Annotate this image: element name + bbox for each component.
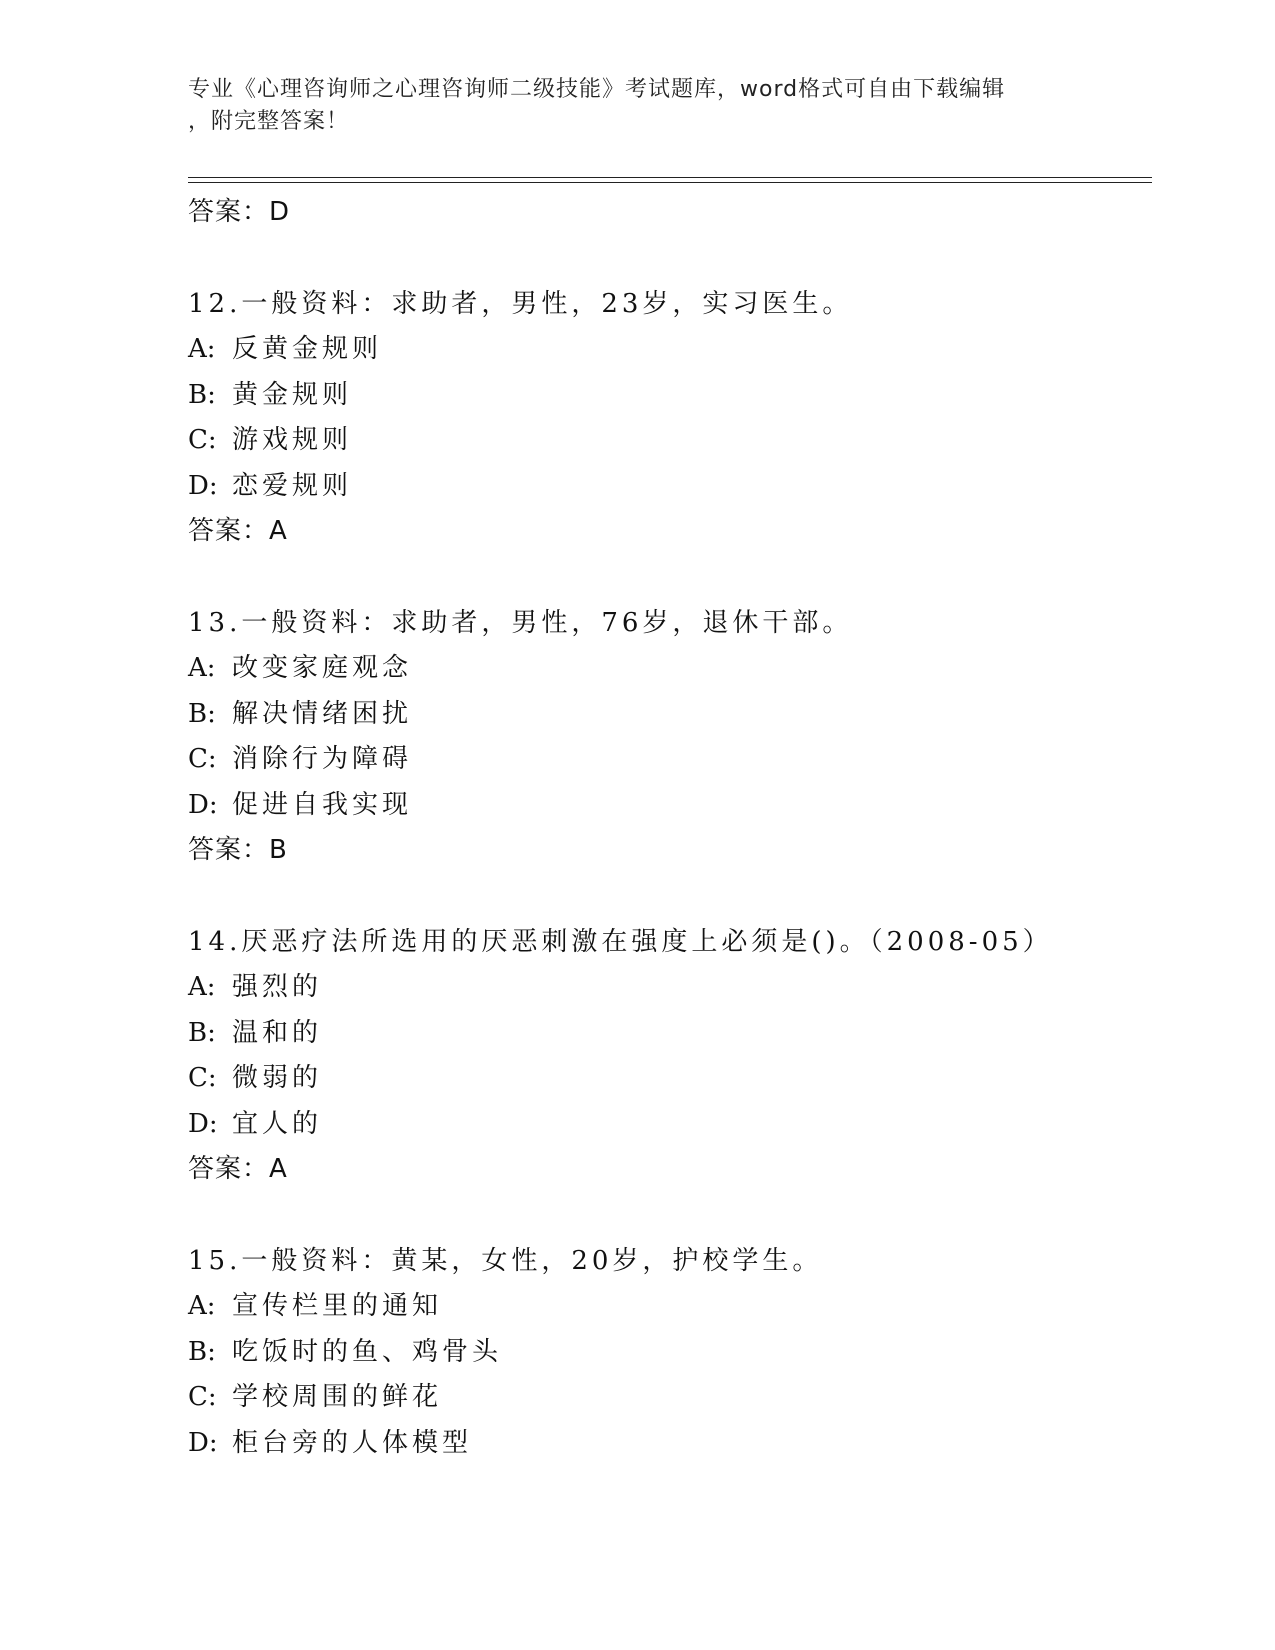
header-line-2: ，附完整答案！ (188, 109, 350, 134)
option-letter: C: (188, 744, 217, 774)
option-b (188, 373, 1148, 419)
option-a (188, 327, 1148, 373)
answer-line: 答案：D (188, 197, 291, 227)
option-text: 柜台旁的人体模型 (232, 1427, 473, 1458)
option-b (188, 1011, 1148, 1057)
option-letter: C: (188, 1063, 217, 1093)
question-stem: 15.一般资料：黄某，女性，20岁，护校学生。 (188, 1245, 823, 1276)
option-letter: A: (188, 1291, 216, 1321)
option-letter: B: (188, 1017, 216, 1048)
option-d (188, 783, 1148, 829)
option-letter: A: (188, 334, 216, 364)
option-a (188, 965, 1148, 1011)
question-block (188, 282, 1148, 555)
option-letter: B: (188, 1336, 216, 1367)
option-text: 吃饭时的鱼、鸡骨头 (232, 1336, 503, 1367)
option-d (188, 1102, 1148, 1148)
option-c (188, 737, 1148, 783)
option-letter: D: (188, 470, 218, 501)
option-letter: A: (188, 972, 216, 1002)
option-text: 游戏规则 (232, 425, 353, 455)
question-block (188, 1239, 1148, 1467)
answer-line: 答案：A (188, 516, 288, 546)
option-d (188, 1421, 1148, 1467)
option-text: 解决情绪困扰 (232, 698, 413, 729)
option-c (188, 1375, 1148, 1421)
option-letter: C: (188, 1382, 217, 1412)
question-stem: 13.一般资料：求助者，男性，76岁，退休干部。 (188, 607, 853, 638)
spacer (188, 555, 1148, 601)
option-text: 学校周围的鲜花 (232, 1382, 443, 1412)
option-text: 温和的 (232, 1017, 323, 1048)
option-text: 宜人的 (232, 1108, 323, 1139)
header-divider-top (188, 177, 1152, 178)
option-text: 黄金规则 (232, 379, 353, 410)
option-c (188, 418, 1148, 464)
option-text: 反黄金规则 (232, 334, 383, 364)
spacer (188, 236, 1148, 282)
option-text: 改变家庭观念 (232, 653, 413, 683)
spacer (188, 874, 1148, 920)
spacer (188, 1193, 1148, 1239)
option-text: 促进自我实现 (232, 789, 413, 820)
document-header (188, 74, 1068, 138)
option-letter: D: (188, 1427, 218, 1458)
answer-line: 答案：A (188, 1154, 288, 1184)
option-b (188, 692, 1148, 738)
question-stem: 14.厌恶疗法所选用的厌恶刺激在强度上必须是()。（2008-05） (188, 926, 1053, 957)
header-line-1: 专业《心理咨询师之心理咨询师二级技能》考试题库，word格式可自由下载编辑 (188, 77, 1006, 102)
option-d (188, 464, 1148, 510)
option-letter: A: (188, 653, 216, 683)
header-divider-bottom (188, 182, 1152, 183)
option-letter: B: (188, 379, 216, 410)
option-text: 恋爱规则 (232, 470, 353, 501)
option-text: 微弱的 (232, 1063, 323, 1093)
option-b (188, 1330, 1148, 1376)
option-text: 强烈的 (232, 972, 323, 1002)
option-letter: D: (188, 789, 218, 820)
option-text: 宣传栏里的通知 (232, 1291, 443, 1321)
option-letter: B: (188, 698, 216, 729)
option-c (188, 1056, 1148, 1102)
question-block (188, 920, 1148, 1193)
answer-line: 答案：B (188, 835, 288, 865)
option-text: 消除行为障碍 (232, 744, 413, 774)
option-a (188, 646, 1148, 692)
option-letter: C: (188, 425, 217, 455)
question-stem: 12.一般资料：求助者，男性，23岁，实习医生。 (188, 288, 853, 319)
question-block (188, 601, 1148, 874)
option-a (188, 1284, 1148, 1330)
question-list (188, 190, 1148, 1466)
option-letter: D: (188, 1108, 218, 1139)
